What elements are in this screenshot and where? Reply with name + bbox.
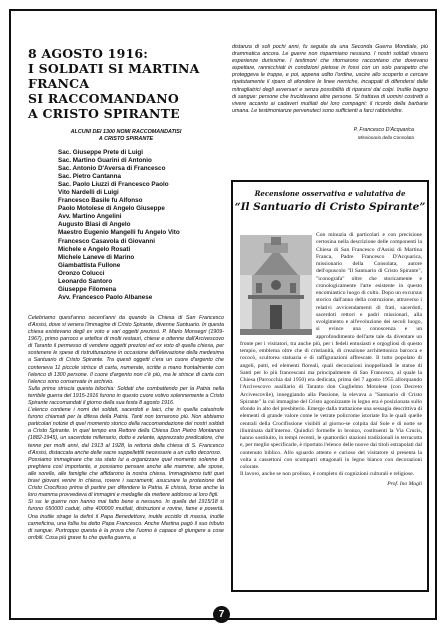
name-list-item: Leonardo Santoro: [58, 277, 113, 285]
name-list-item: Sac. Antonio D'Aversa di Francesco: [58, 165, 166, 173]
name-list-item: Sac. Giuseppe Prete di Luigi: [58, 149, 144, 156]
name-list-item: Augusto Blasi di Angelo: [58, 221, 131, 229]
name-list-item: Sac. Paolo Liuzzi di Francesco Paolo: [58, 181, 169, 189]
name-list-item: Vito Nardelli di Luigi: [58, 189, 119, 197]
article-left-column: [28, 46, 224, 542]
article-right-column: [232, 44, 428, 141]
name-list-item: Sac. Martino Guarini di Antonio: [58, 157, 152, 165]
headline-line: SI RACCOMANDANO: [28, 91, 179, 106]
name-list-item: Michele Laneve di Marino: [58, 253, 135, 261]
name-list-item: Sac. Pietro Cantanna: [58, 173, 121, 181]
signature-name: P. Francesco D'Acquarica: [353, 126, 414, 133]
article-paragraph: Si sa: le guerre non hanno mai fatto bene a nessuno. In quella del 1915/18 si furono 650000 caduti, oltre 400000 mutilati, distruzioni e rovine, fame e povertà. Una inutile strage la definì il Papa Benedettoxv, inutile eccidio di massa, inutile carneficina, una follia ha detto Papa Francesco. Anche Martina pagò il suo tributo di sangue. Purtroppo questa è la prova che l'uomo è capace di giungere a cose orribili. Cosa più grave fu che quella guerra, a: [28, 499, 224, 541]
review-paragraph: Con minuzia di particolari e con precisione certosina nella descrizione delle componenti la Chiesa di San Francesco d'Assisi di Martina Franca, Padre Francesco D'Acquarica, missionario della Consolata, autore dell'opuscolo "Il Santuario di Cristo Spirante", "iconografa" oltre che storicamente e cronologicamente l'arte esistente in questo encomiastico luogo di culto. Dopo un excursus storico dall'anno della costruzione, attraverso i relativi avvicendamenti di frati, sacerdoti, sacerdoti rettori e padri missionari, alla svolgimento e all'evoluzione dei secoli luogo, si evince una conoscenza e un approfondimento dell'arte tale da diventare un fronte per i visitatori, tra anche più, per i fedeli entusiasti e orgogliosi di questo tempio, emblema oltre che di cristianità, di creazione architettonica barocca e rococò, scultorea statuaria e di raffigurazioni affrescate. Il tutto popolato di angeli, putti, ed elementi floreali, quali decorazioni inoppellandi le statue di Santi per lo più francescani ma principalmente di San Francesco, al quale la Chiesa (Parrocchia dal 1950) era dedicata, prima del 7 agosto 1955 allorquando l'Arcivescovo ausiliario di Taranto don Guglielmo Motolese (con Decreto Arcivescovile), inneggiando alla Passione, la elevava a "Santuario di Cristo Spirante" la cui immagine del Cristo agonizzante in legno era è posizionata sullo sfondo in alto del presbiterio. Emerge dalla trattazione una sessagia descrittiva di elementi di grande valore come le vetrate policrome istoriate fra le quali quelle centrali della Crocifissione visibili al giorno-se colpita dal Sole e di notte se illuminata dall'interno. Quindici formelle in bronzo, costituenti la Via Crucis, hanno sostituito, in tempi recenti, le quattordici stazioni tradizionali in terracotta e, per meglio specificarle, è riportato l'elenco delle nuove dai titoli estrapolati dal contenuto biblico. Allo sguardo attento e curioso del visitatore si presenta la volta a cassettoni con scomparti ottagonali in legno bianco con decorazioni colorate.: [240, 232, 422, 470]
subhead-line: ALCUNI DEI 1300 NOMI RACCOMANDATISI: [70, 129, 182, 135]
article-signature: [232, 127, 428, 141]
name-list-item: Avv. Francesco Paolo Albanese: [58, 293, 153, 301]
name-list-item: Paolo Motolese di Angelo Giuseppe: [58, 205, 165, 213]
headline-line: 8 AGOSTO 1916:: [28, 46, 149, 61]
name-list-item: Maestro Eugenio Mangelli fu Angelo Vito: [58, 229, 180, 237]
article-paragraph: Possiamo immaginare che sia stato lui a organizzare quel momento solenne di preghiera così importante, e possiamo pensare anche alle mamme, alle spose, alle sorelle, alle famiglie che affidarono la nostra chiesa. Immaginiamo tutti quei bravi giovani venire in chiesa, rovere i sacramenti, asucurare la protezione del Cristo Crocifisso prima di partire per difendere la Patria. E chissà, forse anche la loro mamma provvedeva di immagini e medaglie da mettere addosso ai loro figli.: [28, 456, 224, 499]
names-subhead: [28, 129, 224, 143]
review-box: [231, 180, 429, 592]
article-body: [28, 315, 224, 542]
name-list-item: Giambattista Fullone: [58, 261, 121, 269]
names-list: [58, 149, 224, 302]
name-list-item: Francesco Basile fu Alfonso: [58, 197, 143, 205]
article-paragraph: Celebriamo quest'anno secent'anni da quando la Chiesa di San Francesco d'Assisi, dove si venera l'immagine di Cristo Spirante, divenne Santuario. In questa chiesa esistevano degli ex voto e vari oggetti preziosi. P. Mario Monsegri (1909-1967), primo parroco e artefice di molti restauri, chiese e ottenne dall'Arcivescovo di Taranto il permesso di vendere oggetti preziosi ed ex voto di quella chiesa, per sostenere le spese di ristrutturazione in occasione dell'elevazione della medesima a Santuario di Cristo Spirante. Tra questi oggetti c'era un cuore d'argento che conteneva 11 piccole strisce di carta, numerate, scritte a mano frontalmente con l'elenco di 1300 persone. Il cuore d'argento non c'è più, ma le strisce di carta con l'elenco sono conservate in archivio.: [28, 314, 225, 385]
review-author: Prof. Ino Magli: [387, 480, 422, 487]
name-list-item: Francesco Casavola di Giovanni: [58, 237, 155, 245]
article-paragraph: Sulla prima striscia questa bilochia: Soldati che combattendo per la Patria nella terribile guerra del 1915-1916 furono in questo cuore votivo solennemente a Cristo Spirante raccomandati il giorno della sua festa 8 agosto 1916.: [28, 385, 224, 407]
signature-role: Missionario della Consolata: [357, 134, 414, 140]
review-paragraph: Il lavoro, anche se non prolisso, è completo di cognizioni culturali e religiose.: [240, 471, 415, 478]
page-number: 7: [213, 606, 230, 623]
article-continuation: distanza di soli pochi anni, fu seguita da una Seconda Guerra Mondiale, più drammatica ancora. Le guerre non risparmiano nessuno. I nostri soldati vissero esperienze durissime. I testimoni che ritornarono raccontano che dovevano aspettare, rannicchiati in condizioni pietose in fossi con un solo parapetto che proteggeva le truppe, e poi, appena udito l'ordine, uscire allo scoperto e cercare ripetutamente il riparo di afondere le linee nemiche, incappati di difendersi dalle mitragliatrici degli avversari e senza possibilità di ripararsi dai colpi. Inutile bagno di sangue: persone che trucidavano altre persone. Si trattava di uomini costretti a vivere accanto ai cadaveri mutilati dei loro compagni: il ricordo della barbarie umana. Le testimonianze pervenuteci sono sufficienti a farci rabbrividire.: [232, 44, 428, 114]
article-headline: [28, 46, 224, 121]
review-title: Recensione osservativa e valutativa de: [254, 189, 406, 198]
review-book-title: “Il Santuario di Cristo Spirante”: [234, 201, 426, 213]
name-list-item: Avv. Martino Angelini: [58, 213, 122, 221]
name-list-item: Oronzo Colucci: [58, 269, 105, 277]
church-photo: [240, 235, 312, 335]
subhead-line: A CRISTO SPIRANTE: [98, 136, 154, 142]
article-paragraph: L'elenco contiene i nomi dei soldati, sacerdoti e laici, che in quella catastrofe furono chiamati per la difesa della Patria. Tanti non tornarono più. Non abbiamo particolari notizie di quel momento storico della raccomandazione dei nostri soldati a Cristo Spirante. In quel tempo era Rettore della Chiesa Don Pietro Montanaro (1882-1945), un sacerdote millenario, dotto e zelante, apprezzato predicatore, che tenne per molti anni, dal 1913 al 1928, la rettoria della chiesa di S. Francesco d'Assisi, distaccata anche delle sacre suppellettili necessarie a un culto decoroso.: [28, 407, 224, 456]
name-list-item: Giuseppe Filomena: [58, 285, 117, 293]
headline-line: A CRISTO SPIRANTE: [28, 106, 180, 121]
name-list-item: Michele e Angelo Rosati: [58, 245, 131, 253]
headline-line: I SOLDATI SI MARTINA FRANCA: [28, 61, 200, 91]
